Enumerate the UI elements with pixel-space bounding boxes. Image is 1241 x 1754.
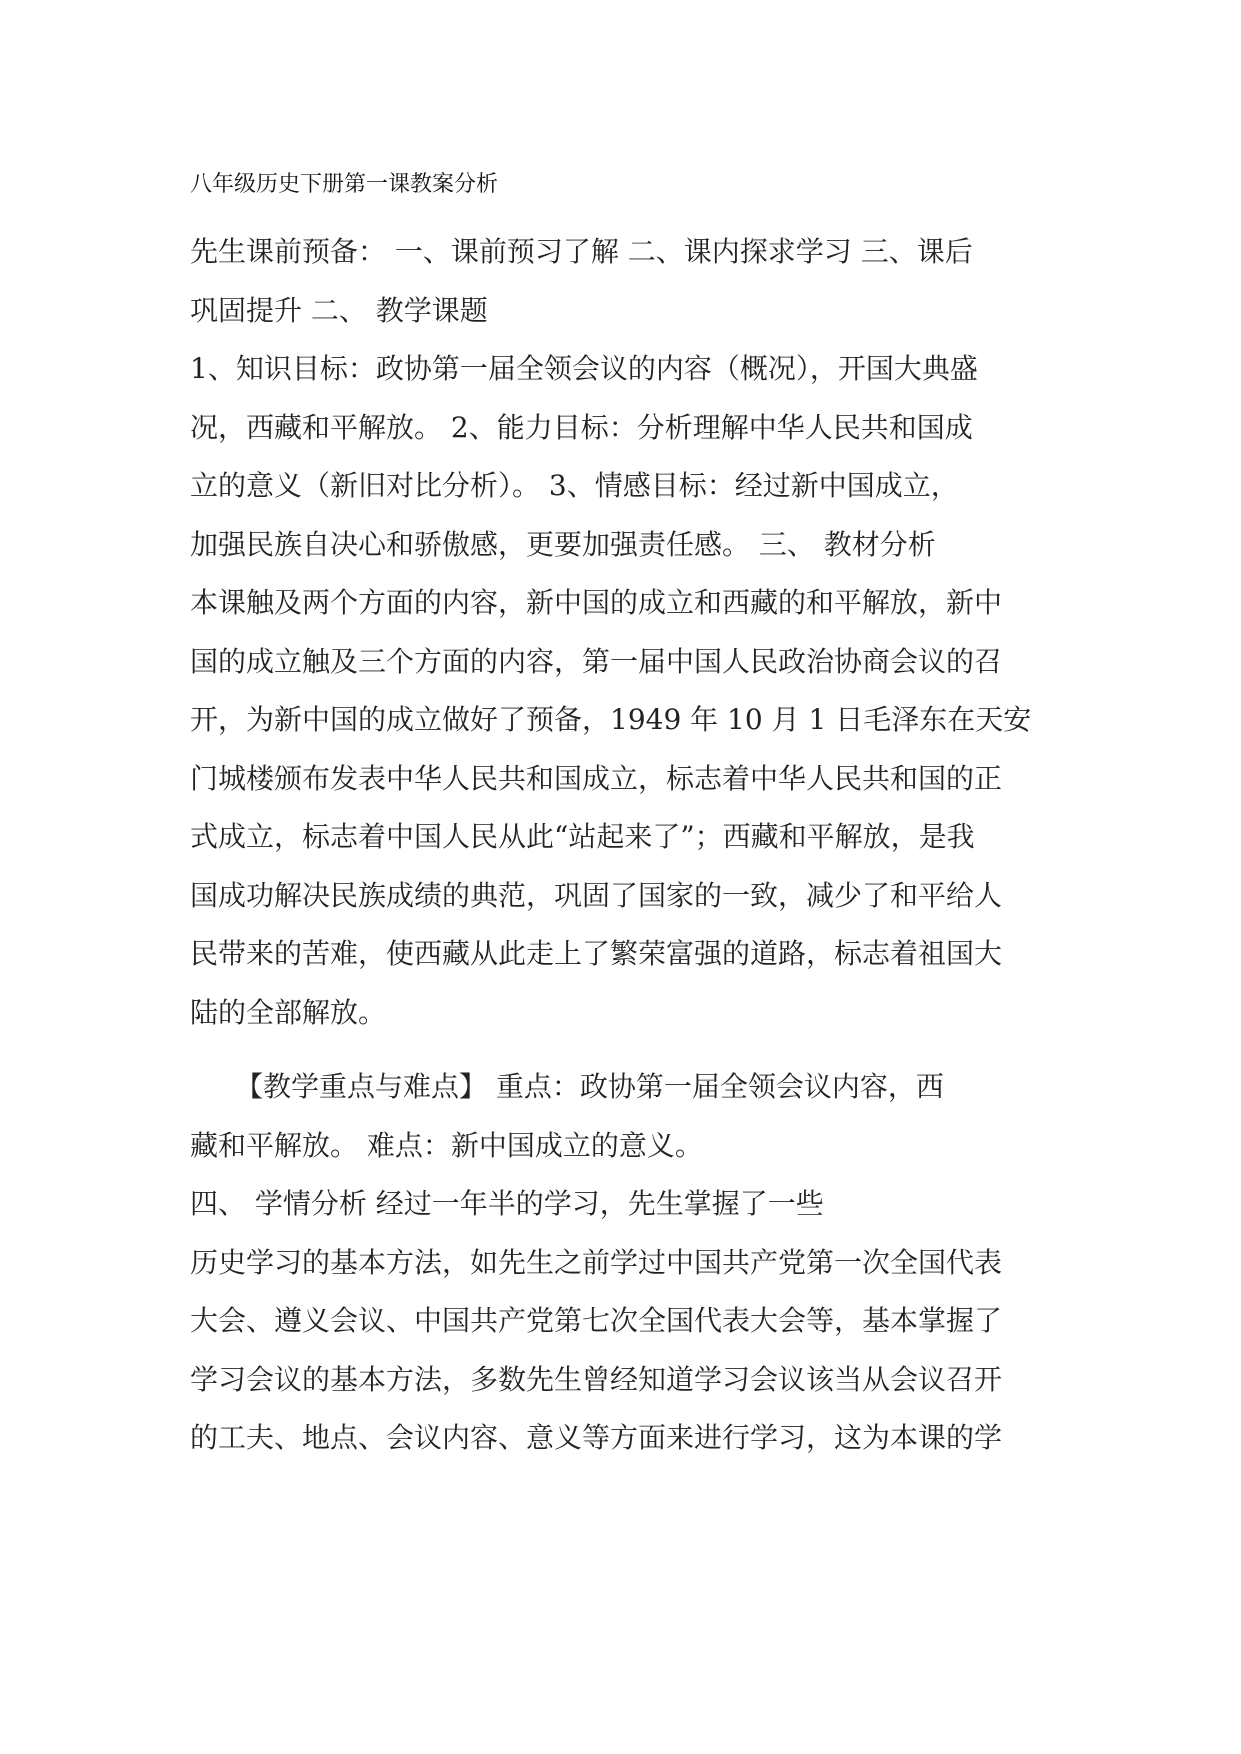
text-line: 四、 学情分析 经过一年半的学习，先生掌握了一些 xyxy=(190,1187,824,1220)
text-line: 先生课前预备： 一、课前预习了解 二、课内探求学习 三、课后 xyxy=(190,235,973,268)
document-title: 八年级历史下册第一课教案分析 xyxy=(190,172,499,197)
text-line: 式成立，标志着中国人民从此“站起来了”；西藏和平解放，是我 xyxy=(190,820,975,853)
text-line: 的工夫、地点、会议内容、意义等方面来进行学习，这为本课的学 xyxy=(190,1421,1003,1454)
text-line: 【教学重点与难点】 重点：政协第一届全领会议内容，西 xyxy=(235,1070,944,1103)
text-line: 本课触及两个方面的内容，新中国的成立和西藏的和平解放，新中 xyxy=(190,586,1003,619)
text-line: 学习会议的基本方法，多数先生曾经知道学习会议该当从会议召开 xyxy=(190,1362,1003,1396)
text-line: 立的意义（新旧对比分析）。 3、情感目标：经过新中国成立， xyxy=(190,469,959,502)
text-line: 民带来的苦难，使西藏从此走上了繁荣富强的道路，标志着祖国大 xyxy=(190,937,1003,970)
text-line: 况，西藏和平解放。 2、能力目标：分析理解中华人民共和国成 xyxy=(190,410,973,444)
text-line: 开，为新中国的成立做好了预备，1949 年 10 月 1 日毛泽东在天安 xyxy=(190,703,1032,736)
text-line: 门城楼颁布发表中华人民共和国成立，标志着中华人民共和国的正 xyxy=(190,761,1003,795)
text-line: 巩固提升 二、 教学课题 xyxy=(190,293,488,327)
text-line: 大会、遵义会议、中国共产党第七次全国代表大会等，基本掌握了 xyxy=(190,1304,1003,1337)
text-line: 国的成立触及三个方面的内容，第一届中国人民政治协商会议的召 xyxy=(190,644,1003,678)
text-line: 历史学习的基本方法，如先生之前学过中国共产党第一次全国代表 xyxy=(190,1245,1003,1279)
text-line: 1、知识目标：政协第一届全领会议的内容（概况），开国大典盛 xyxy=(190,352,978,385)
paragraph-spacer xyxy=(190,1042,1070,1058)
text-line: 陆的全部解放。 xyxy=(190,995,387,1029)
text-line: 藏和平解放。 难点：新中国成立的意义。 xyxy=(190,1128,703,1162)
text-line: 加强民族自决心和骄傲感，更要加强责任感。 三、 教材分析 xyxy=(190,527,936,561)
text-line: 国成功解决民族成绩的典范，巩固了国家的一致，减少了和平给人 xyxy=(190,878,1003,912)
document-body xyxy=(190,223,1070,1468)
